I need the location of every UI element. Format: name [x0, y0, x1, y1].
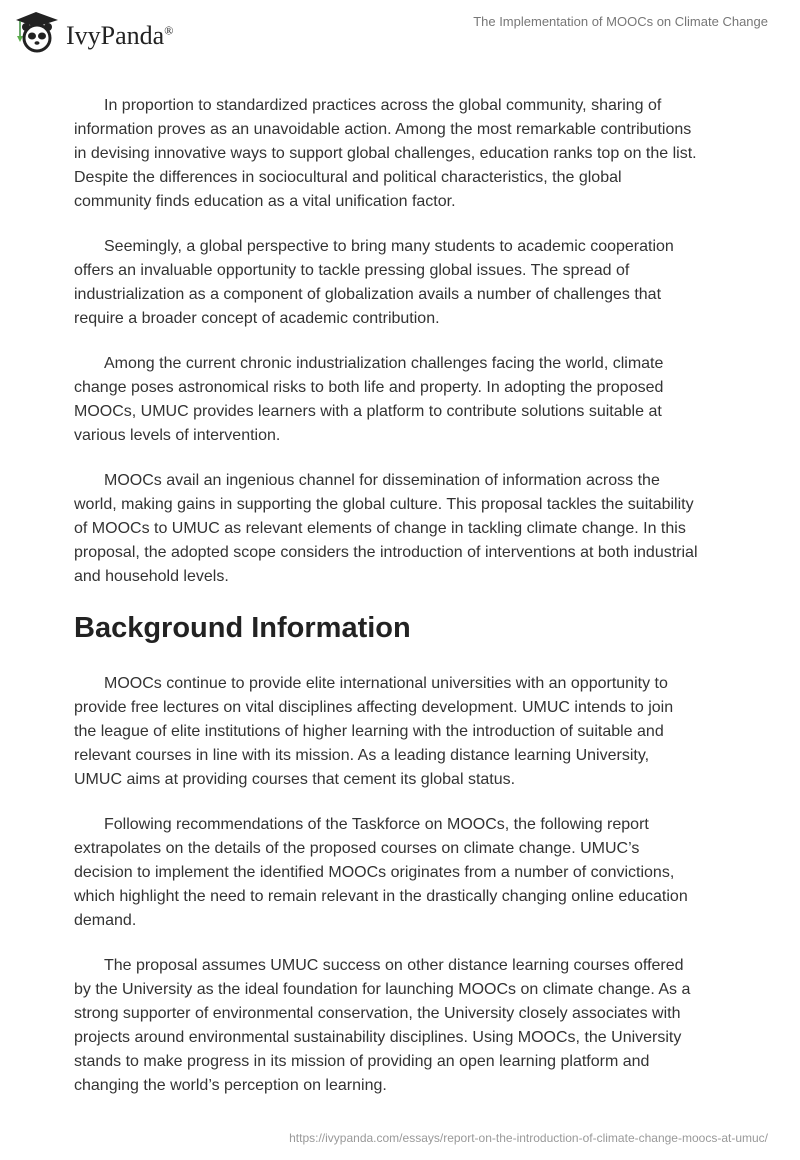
paragraph-line: MOOCs continue to provide elite international universities with an opportunity to — [104, 675, 668, 692]
paragraph-line: require a broader concept of academic contribution. — [74, 310, 440, 327]
paragraph-line: proposal, the adopted scope considers the introduction of interventions at both industrial — [74, 544, 698, 561]
paragraph-line: changing the world’s perception on learning. — [74, 1077, 387, 1094]
paragraph — [74, 672, 734, 792]
paragraph-line: Seemingly, a global perspective to bring many students to academic cooperation — [104, 238, 674, 255]
ivypanda-logo[interactable] — [12, 8, 173, 54]
paragraph-line: change poses astronomical risks to both life and property. In adopting the proposed — [74, 379, 664, 396]
section-heading: Background Information — [74, 612, 411, 644]
paragraph — [74, 235, 734, 331]
paragraph-line: Despite the differences in sociocultural and political characteristics, the global — [74, 169, 622, 186]
paragraph-line: various levels of intervention. — [74, 427, 281, 444]
paragraph-line: information proves as an unavoidable action. Among the most remarkable contributions — [74, 121, 692, 138]
paragraph-line: world, making gains in supporting the global culture. This proposal tackles the suitability — [74, 496, 694, 513]
paragraph-line: the league of elite institutions of higher learning with the introduction of suitable and — [74, 723, 664, 740]
logo-text: IvyPanda — [66, 21, 165, 50]
paragraph-line: extrapolates on the details of the proposed courses on climate change. UMUC’s — [74, 840, 640, 857]
paragraph-line: In proportion to standardized practices across the global community, sharing of — [104, 97, 662, 114]
paragraph-line: community finds education as a vital unification factor. — [74, 193, 456, 210]
paragraph-line: provide free lectures on vital disciplines affecting development. UMUC intends to join — [74, 699, 674, 716]
paragraph-line: MOOCs, UMUC provides learners with a platform to contribute solutions suitable at — [74, 403, 662, 420]
paragraph-line: MOOCs avail an ingenious channel for dissemination of information across the — [104, 472, 660, 489]
paragraph-line: projects around environmental sustainability disciplines. Using MOOCs, the University — [74, 1029, 682, 1046]
paragraph-line: in devising innovative ways to support global challenges, education ranks top on the list. — [74, 145, 697, 162]
paragraph-line: which highlight the need to remain relevant in the drastically changing online education — [74, 888, 688, 905]
paragraph — [74, 94, 734, 214]
document-title: The Implementation of MOOCs on Climate Change — [473, 14, 768, 29]
paragraph-line: relevant courses in line with its mission. As a leading distance learning University, — [74, 747, 650, 764]
paragraph — [74, 954, 734, 1098]
paragraph-line: Following recommendations of the Taskforce on MOOCs, the following report — [104, 816, 649, 833]
paragraph-line: UMUC aims at providing courses that cement its global status. — [74, 771, 516, 788]
paragraph-line: and household levels. — [74, 568, 229, 585]
paragraph — [74, 813, 734, 933]
paragraph — [74, 469, 734, 589]
registered-mark: ® — [164, 23, 174, 38]
paragraph-line: The proposal assumes UMUC success on other distance learning courses offered — [104, 957, 684, 974]
paragraph-line: strong supporter of environmental conservation, the University closely associates with — [74, 1005, 681, 1022]
paragraph-line: stands to make progress in its mission of providing an open learning platform and — [74, 1053, 650, 1070]
paragraph — [74, 352, 734, 448]
paragraph-line: of MOOCs to UMUC as relevant elements of change in tackling climate change. In this — [74, 520, 686, 537]
essay-content — [74, 94, 734, 1119]
paragraph-line: by the University as the ideal foundation for launching MOOCs on climate change. As a — [74, 981, 691, 998]
paragraph-line: decision to implement the identified MOOCs originates from a number of convictions, — [74, 864, 675, 881]
paragraph-line: industrialization as a component of globalization avails a number of challenges that — [74, 286, 662, 303]
paragraph-line: Among the current chronic industrialization challenges facing the world, climate — [104, 355, 664, 372]
source-url[interactable]: https://ivypanda.com/essays/report-on-the-introduction-of-climate-change-moocs-at-umuc/ — [289, 1131, 768, 1145]
paragraph-line: offers an invaluable opportunity to tackle pressing global issues. The spread of — [74, 262, 630, 279]
panda-graduate-icon — [12, 8, 62, 54]
paragraph-line: demand. — [74, 912, 137, 929]
